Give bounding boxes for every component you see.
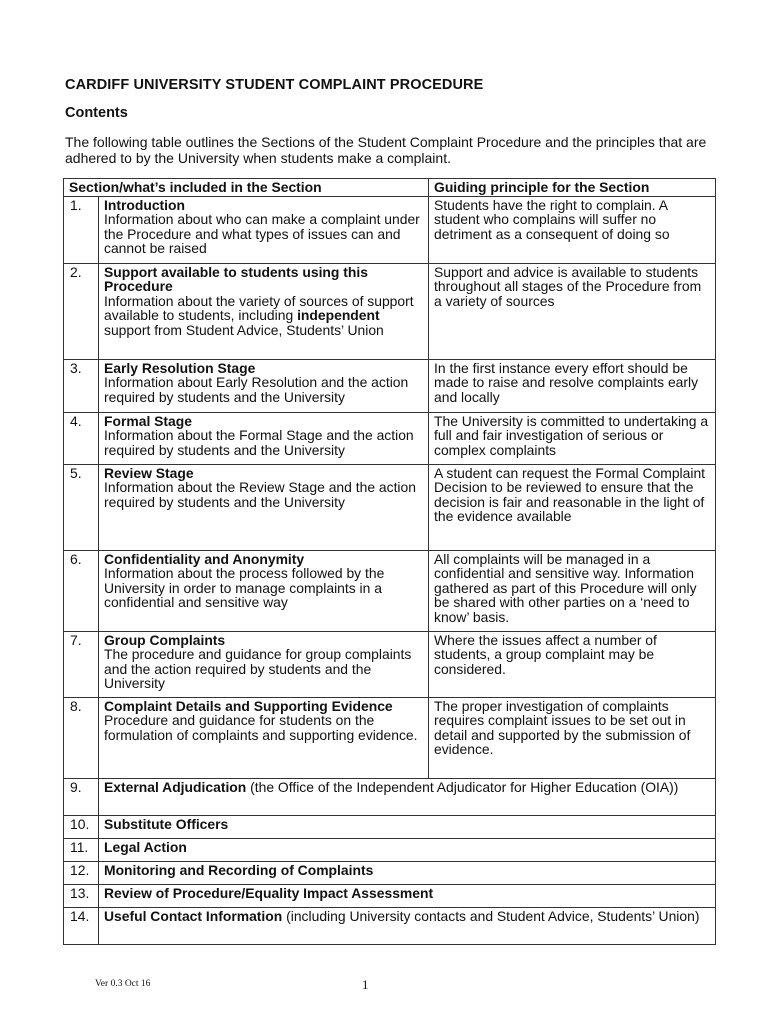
table-row <box>64 778 716 815</box>
section-description: The procedure and guidance for group complaints and the action required by students and the University <box>104 646 412 692</box>
row-number: 4. <box>64 412 99 464</box>
row-number: 6. <box>64 550 99 631</box>
row-section <box>99 464 429 550</box>
row-section <box>99 884 716 907</box>
row-section <box>99 263 429 359</box>
section-title: Group Complaints <box>104 631 226 648</box>
section-description: Procedure and guidance for students on the formulation of complaints and supporting evidence. <box>104 712 418 743</box>
footer-version: Ver 0.3 Oct 16 <box>95 979 151 989</box>
row-section <box>99 815 716 838</box>
row-number: 12. <box>64 861 99 884</box>
row-number: 7. <box>64 631 99 697</box>
section-description: Information about the process followed by the University in order to manage complaints in a confidential and sensitive way <box>104 565 385 611</box>
section-title: Review of Procedure/Equality Impact Assessment <box>104 884 434 901</box>
section-description: Information about the Formal Stage and the action required by students and the University <box>104 427 414 458</box>
row-number: 14. <box>64 907 99 944</box>
section-title: Substitute Officers <box>104 815 229 832</box>
section-description-start: Information about the variety of sources of support available to students, including <box>104 292 414 324</box>
row-principle: In the first instance every effort should be made to raise and resolve complaints early and locally <box>429 359 716 412</box>
page-number: 1 <box>362 977 369 992</box>
section-title: Formal Stage <box>104 412 192 429</box>
table-row <box>64 907 716 944</box>
row-principle: Students have the right to complain. A student who complains will suffer no detriment as a consequent of doing so <box>429 196 716 263</box>
table-row <box>64 631 716 697</box>
header-section: Section/what’s included in the Section <box>64 179 429 197</box>
row-number: 3. <box>64 359 99 412</box>
row-section <box>99 631 429 697</box>
table-row <box>64 861 716 884</box>
contents-heading: Contents <box>65 105 128 121</box>
row-number: 10. <box>64 815 99 838</box>
section-extra: (the Office of the Independent Adjudicator for Higher Education (OIA)) <box>246 778 679 795</box>
row-section <box>99 697 429 778</box>
section-extra: (including University contacts and Student Advice, Students’ Union) <box>282 907 700 924</box>
section-title: Review Stage <box>104 464 194 481</box>
table-row <box>64 697 716 778</box>
section-description: Information about Early Resolution and the action required by students and the University <box>104 374 409 405</box>
row-number: 2. <box>64 263 99 359</box>
section-title: External Adjudication <box>104 778 247 795</box>
row-number: 5. <box>64 464 99 550</box>
section-title: Confidentiality and Anonymity <box>104 550 305 567</box>
section-description-end: support from Student Advice, Students’ Union <box>104 321 384 338</box>
row-section <box>99 412 429 464</box>
section-title: Monitoring and Recording of Complaints <box>104 861 374 878</box>
row-section <box>99 907 716 944</box>
table-row <box>64 412 716 464</box>
sections-table <box>63 178 716 945</box>
row-section <box>99 196 429 263</box>
row-section <box>99 861 716 884</box>
section-description: Information about the Review Stage and the action required by students and the University <box>104 479 416 510</box>
row-number: 13. <box>64 884 99 907</box>
table-row <box>64 263 716 359</box>
section-title: Useful Contact Information <box>104 907 283 924</box>
section-title: Legal Action <box>104 838 187 855</box>
table-row <box>64 464 716 550</box>
row-section <box>99 778 716 815</box>
table-row <box>64 838 716 861</box>
section-description: Information about who can make a complaint under the Procedure and what types of issues can and cannot be raised <box>104 211 420 257</box>
section-description-bold: independent <box>297 307 380 324</box>
section-title: Complaint Details and Supporting Evidence <box>104 697 393 714</box>
row-principle: Support and advice is available to students throughout all stages of the Procedure from a variety of sources <box>429 263 716 359</box>
table-header-row <box>64 179 716 197</box>
row-principle: Where the issues affect a number of students, a group complaint may be considered. <box>429 631 716 697</box>
document-title: CARDIFF UNIVERSITY STUDENT COMPLAINT PROCEDURE <box>65 77 484 93</box>
section-title: Support available to students using this Procedure <box>104 263 368 295</box>
row-number: 9. <box>64 778 99 815</box>
row-number: 11. <box>64 838 99 861</box>
table-row <box>64 359 716 412</box>
row-principle: The proper investigation of complaints requires complaint issues to be set out in detail and supported by the submission of evidence. <box>429 697 716 778</box>
table-row <box>64 550 716 631</box>
row-number: 8. <box>64 697 99 778</box>
row-number: 1. <box>64 196 99 263</box>
row-section <box>99 550 429 631</box>
intro-paragraph: The following table outlines the Sections of the Student Complaint Procedure and the principles that are adhered to by the University when students make a complaint. <box>65 134 707 166</box>
section-title: Introduction <box>104 196 186 213</box>
table-row <box>64 196 716 263</box>
table-row <box>64 815 716 838</box>
row-section <box>99 359 429 412</box>
table-row <box>64 884 716 907</box>
section-title: Early Resolution Stage <box>104 359 256 376</box>
row-principle: All complaints will be managed in a confidential and sensitive way. Information gathered as part of this Procedure will only be shared with other parties on a ‘need to know’ basis. <box>429 550 716 631</box>
row-section <box>99 838 716 861</box>
row-principle: A student can request the Formal Complaint Decision to be reviewed to ensure that the decision is fair and reasonable in the light of the evidence available <box>429 464 716 550</box>
header-principle: Guiding principle for the Section <box>429 179 716 197</box>
row-principle: The University is committed to undertaking a full and fair investigation of serious or complex complaints <box>429 412 716 464</box>
